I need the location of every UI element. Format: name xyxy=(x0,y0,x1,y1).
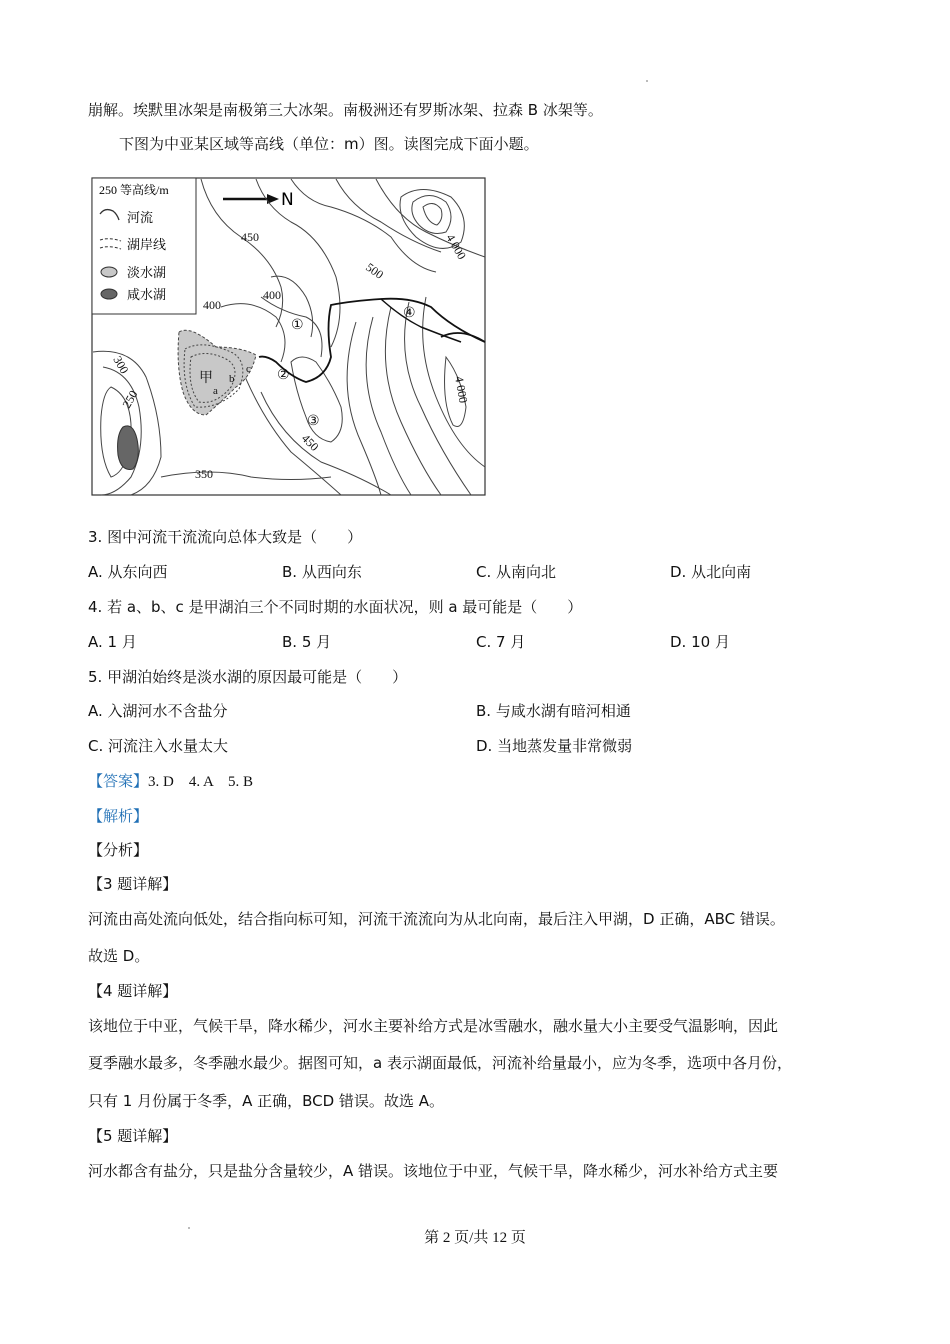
answer-tag: 【答案】 xyxy=(88,772,149,790)
q4-detail-line-1: 该地位于中亚，气候干旱，降水稀少，河水主要补给方式是冰雪融水，融水量大小主要受气温影响，因此 xyxy=(88,1017,779,1035)
legend-shoreline: 湖岸线 xyxy=(127,238,167,253)
lake-label-c: c xyxy=(246,363,251,375)
label-350: 350 xyxy=(195,467,213,481)
lake-label-a: a xyxy=(213,385,218,397)
q4-detail-line-3: 只有 1 月份属于冬季，A 正确，BCD 错误。故选 A。 xyxy=(88,1092,444,1110)
freshwater-symbol xyxy=(101,267,117,277)
page-footer: 第 2 页/共 12 页 xyxy=(424,1230,526,1246)
label-300: 300 xyxy=(110,353,132,377)
lake-label-jia: 甲 xyxy=(199,370,213,386)
label-250: 250 xyxy=(119,387,141,411)
legend-contour: 250 等高线/m xyxy=(99,183,169,197)
answer-line xyxy=(88,771,253,792)
analysis-tag: 【解析】 xyxy=(88,807,149,825)
q5-option-d: D. 当地蒸发量非常微弱 xyxy=(476,737,633,755)
question-5-stem: 5. 甲湖泊始终是淡水湖的原因最可能是（ ） xyxy=(88,668,408,686)
fenxi-tag: 【分析】 xyxy=(88,841,149,859)
q4-option-c: C. 7 月 xyxy=(476,633,526,651)
marker-2: ② xyxy=(277,367,290,383)
question-4-stem: 4. 若 a、b、c 是甲湖泊三个不同时期的水面状况，则 a 最可能是（ ） xyxy=(88,598,583,616)
q4-detail-tag: 【4 题详解】 xyxy=(88,982,178,1000)
legend-river: 河流 xyxy=(127,211,154,226)
q3-detail-line-1: 河流由高处流向低处，结合指向标可知，河流干流流向为从北向南，最后注入甲湖，D 正确，ABC 错误。 xyxy=(88,910,785,928)
q5-option-c: C. 河流注入水量太大 xyxy=(88,737,229,755)
label-450: 450 xyxy=(241,230,259,244)
q4-option-d: D. 10 月 xyxy=(670,633,730,651)
intro-line-2: 下图为中亚某区域等高线（单位：m）图。读图完成下面小题。 xyxy=(119,135,539,153)
lake-label-b: b xyxy=(229,373,235,385)
q5-detail-tag: 【5 题详解】 xyxy=(88,1127,178,1145)
q4-option-b: B. 5 月 xyxy=(282,633,332,651)
marker-1: ① xyxy=(291,317,304,333)
q3-detail-tag: 【3 题详解】 xyxy=(88,875,178,893)
north-label: N xyxy=(281,190,294,210)
answer-text: 3. D 4. A 5. B xyxy=(148,774,254,790)
question-3-stem: 3. 图中河流干流流向总体大致是（ ） xyxy=(88,528,363,546)
label-400-b: 400 xyxy=(263,288,281,302)
q5-detail-line-1: 河水都含有盐分，只是盐分含量较少，A 错误。该地位于中亚，气候干旱，降水稀少，河水补给方式主要 xyxy=(88,1162,779,1180)
q5-option-b: B. 与咸水湖有暗河相通 xyxy=(476,702,631,720)
marker-3: ③ xyxy=(307,413,320,429)
q3-option-c: C. 从南向北 xyxy=(476,563,557,581)
q4-detail-line-2: 夏季融水最多，冬季融水最少。据图可知，a 表示湖面最低，河流补给量最小，应为冬季，选项中各月份， xyxy=(88,1054,792,1072)
q3-option-a: A. 从东向西 xyxy=(88,563,168,581)
q5-option-a: A. 入湖河水不含盐分 xyxy=(88,702,228,720)
q4-option-a: A. 1 月 xyxy=(88,633,137,651)
legend-saltwater: 咸水湖 xyxy=(127,288,167,303)
label-4000-a: 4 000 xyxy=(443,231,470,262)
label-400-a: 400 xyxy=(203,298,221,312)
q3-option-b: B. 从西向东 xyxy=(282,563,362,581)
intro-line-1: 崩解。埃默里冰架是南极第三大冰架。南极洲还有罗斯冰架、拉森 B 冰架等。 xyxy=(88,101,603,119)
q3-detail-line-2: 故选 D。 xyxy=(88,947,150,965)
label-500: 500 xyxy=(363,259,387,282)
legend-freshwater: 淡水湖 xyxy=(127,266,167,281)
marker-4: ④ xyxy=(403,305,416,321)
contour-map xyxy=(91,177,486,496)
q3-option-d: D. 从北向南 xyxy=(670,563,752,581)
label-450-b: 450 xyxy=(298,431,322,454)
salt-lake xyxy=(118,426,139,470)
scan-dot xyxy=(646,80,648,82)
saltwater-symbol xyxy=(101,289,117,299)
label-4000-b: 4 000 xyxy=(452,375,471,405)
